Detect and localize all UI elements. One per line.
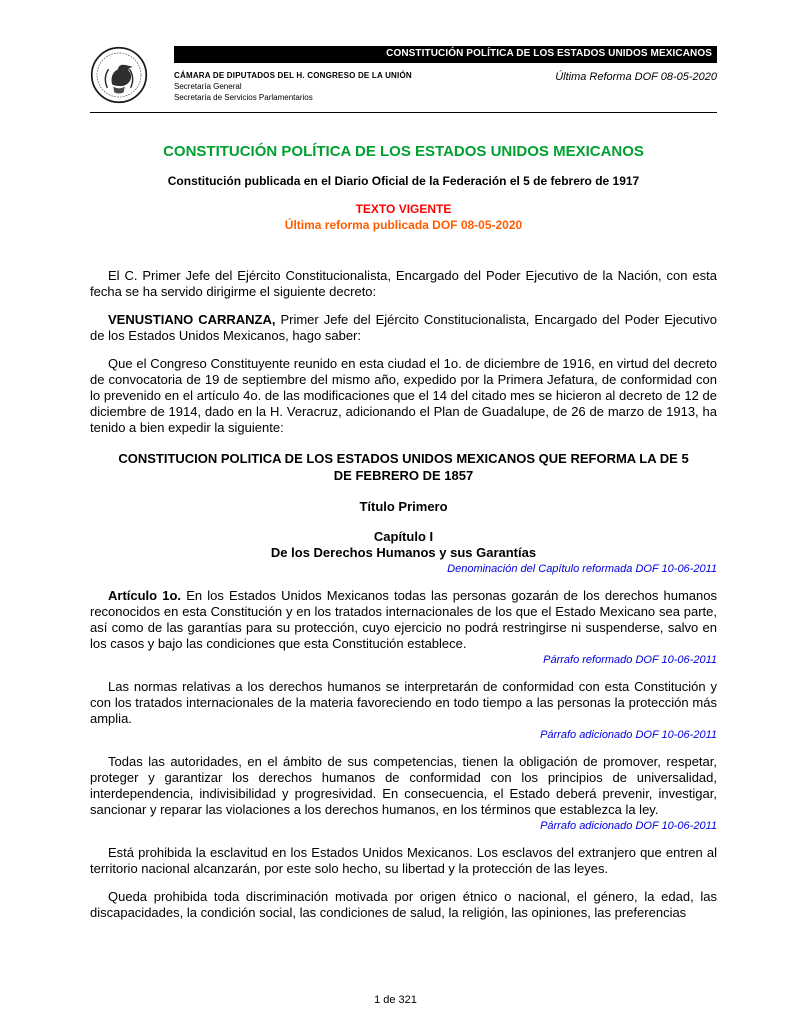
- texto-vigente-label: TEXTO VIGENTE: [355, 202, 452, 216]
- paragraph-carranza: [90, 312, 717, 344]
- annotation-parrafo-adicionado-1: Párrafo adicionado DOF 10-06-2011: [540, 729, 717, 741]
- annotation-denominacion-reformada: Denominación del Capítulo reformada DOF 10-06-2011: [447, 563, 717, 575]
- paragraph-text: En los Estados Unidos Mexicanos todas las personas gozarán de los derechos humanos reconocidos en esta Constitución y en los tratados internacionales de los que el Estado Mexicano sea parte, así como de las garantías para su protección, cuyo ejercicio no podrá restringirse ni suspenderse, salvo en los casos y bajo las condiciones que esta Constitución establece.: [90, 588, 717, 651]
- paragraph-text: Queda prohibida toda discriminación motivada por origen étnico o nacional, el género, la edad, las discapacidades, la condición social, las condiciones de salud, la religión, las opiniones, las preferencias: [90, 889, 717, 920]
- paragraph-text: Todas las autoridades, en el ámbito de sus competencias, tienen la obligación de promover, respetar, proteger y garantizar los derechos humanos de conformidad con los principios de universalidad, interdependencia, indivisibilidad y progresividad. En consecuencia, el Estado deberá prevenir, investigar, sancionar y reparar las violaciones a los derechos humanos, en los términos que establezca la ley.: [90, 754, 717, 817]
- carranza-name: VENUSTIANO CARRANZA,: [108, 312, 276, 327]
- coat-of-arms-icon: [90, 46, 148, 104]
- paragraph-decreto: [90, 268, 717, 300]
- annotation-parrafo-reformado: Párrafo reformado DOF 10-06-2011: [543, 654, 717, 666]
- paragraph-text: Que el Congreso Constituyente reunido en esta ciudad el 1o. de diciembre de 1916, en virtud del decreto de convocatoria de 19 de septiembre del mismo año, expedido por la Primera Jefatura, de conformidad con lo prevenido en el artículo 4o. de las modificaciones que el 14 del citado mes se hicieron al decreto de 12 de diciembre de 1914, dado en la H. Veracruz, adicionando el Plan de Guadalupe, de 26 de marzo de 1913, ha tenido a bien expedir la siguiente:: [90, 356, 717, 435]
- header-title: CONSTITUCIÓN POLÍTICA DE LOS ESTADOS UNIDOS MEXICANOS: [386, 48, 712, 59]
- reform-published-note: Última reforma publicada DOF 08-05-2020: [284, 218, 523, 232]
- paragraph-autoridades: [90, 754, 717, 818]
- paragraph-articulo-1: [90, 588, 717, 652]
- mexico-coat-of-arms-logo: [90, 46, 174, 109]
- paragraph-text: Las normas relativas a los derechos humanos se interpretarán de conformidad con esta Constitución y con los tratados internacionales de la materia favoreciendo en todo tiempo a las personas la protección más amplia.: [90, 679, 717, 726]
- paragraph-congreso: [90, 356, 717, 436]
- document-title: CONSTITUCIÓN POLÍTICA DE LOS ESTADOS UNIDOS MEXICANOS: [163, 143, 644, 160]
- header-divider: [90, 112, 717, 113]
- org-lines: [174, 71, 412, 102]
- paragraph-normas-derechos-humanos: [90, 679, 717, 727]
- document-body: [90, 268, 717, 921]
- annotation-parrafo-adicionado-2: Párrafo adicionado DOF 10-06-2011: [540, 820, 717, 832]
- paragraph-text: Está prohibida la esclavitud en los Estados Unidos Mexicanos. Los esclavos del extranjero que entren al territorio nacional alcanzarán, por este solo hecho, su libertad y la protección de las leyes.: [90, 845, 717, 876]
- document-header: [90, 46, 717, 113]
- heading-capitulo-1-subtitle: De los Derechos Humanos y sus Garantías: [270, 545, 537, 560]
- articulo-1-label: Artículo 1o.: [108, 588, 182, 603]
- heading-titulo-primero: Título Primero: [359, 499, 448, 514]
- header-title-bar: [174, 46, 717, 63]
- heading-capitulo-1: Capítulo I: [373, 529, 434, 544]
- org-name: CÁMARA DE DIPUTADOS DEL H. CONGRESO DE LA UNIÓN: [174, 70, 412, 80]
- paragraph-text: Primer Jefe del Ejército Constitucionalista, Encargado del Poder Ejecutivo de los Estados Unidos Mexicanos, hago saber:: [90, 312, 717, 343]
- paragraph-discriminacion: [90, 889, 717, 921]
- publication-note: Constitución publicada en el Diario Oficial de la Federación el 5 de febrero de 1917: [167, 174, 640, 188]
- paragraph-esclavitud: [90, 845, 717, 877]
- page-number: 1 de 321: [374, 994, 417, 1006]
- page-footer: [0, 994, 791, 1006]
- last-reform-date: Última Reforma DOF 08-05-2020: [555, 70, 717, 83]
- paragraph-text: El C. Primer Jefe del Ejército Constitucionalista, Encargado del Poder Ejecutivo de la Nación, con esta fecha se ha servido dirigirme el siguiente decreto:: [90, 268, 717, 299]
- heading-constitucion-reforma: CONSTITUCION POLITICA DE LOS ESTADOS UNIDOS MEXICANOS QUE REFORMA LA DE 5 DE FEBRERO DE 1857: [118, 451, 689, 483]
- chapter-heading-block: [90, 529, 717, 561]
- org-servicios-parlamentarios: Secretaría de Servicios Parlamentarios: [174, 92, 313, 102]
- org-secretaria-general: Secretaría General: [174, 81, 242, 91]
